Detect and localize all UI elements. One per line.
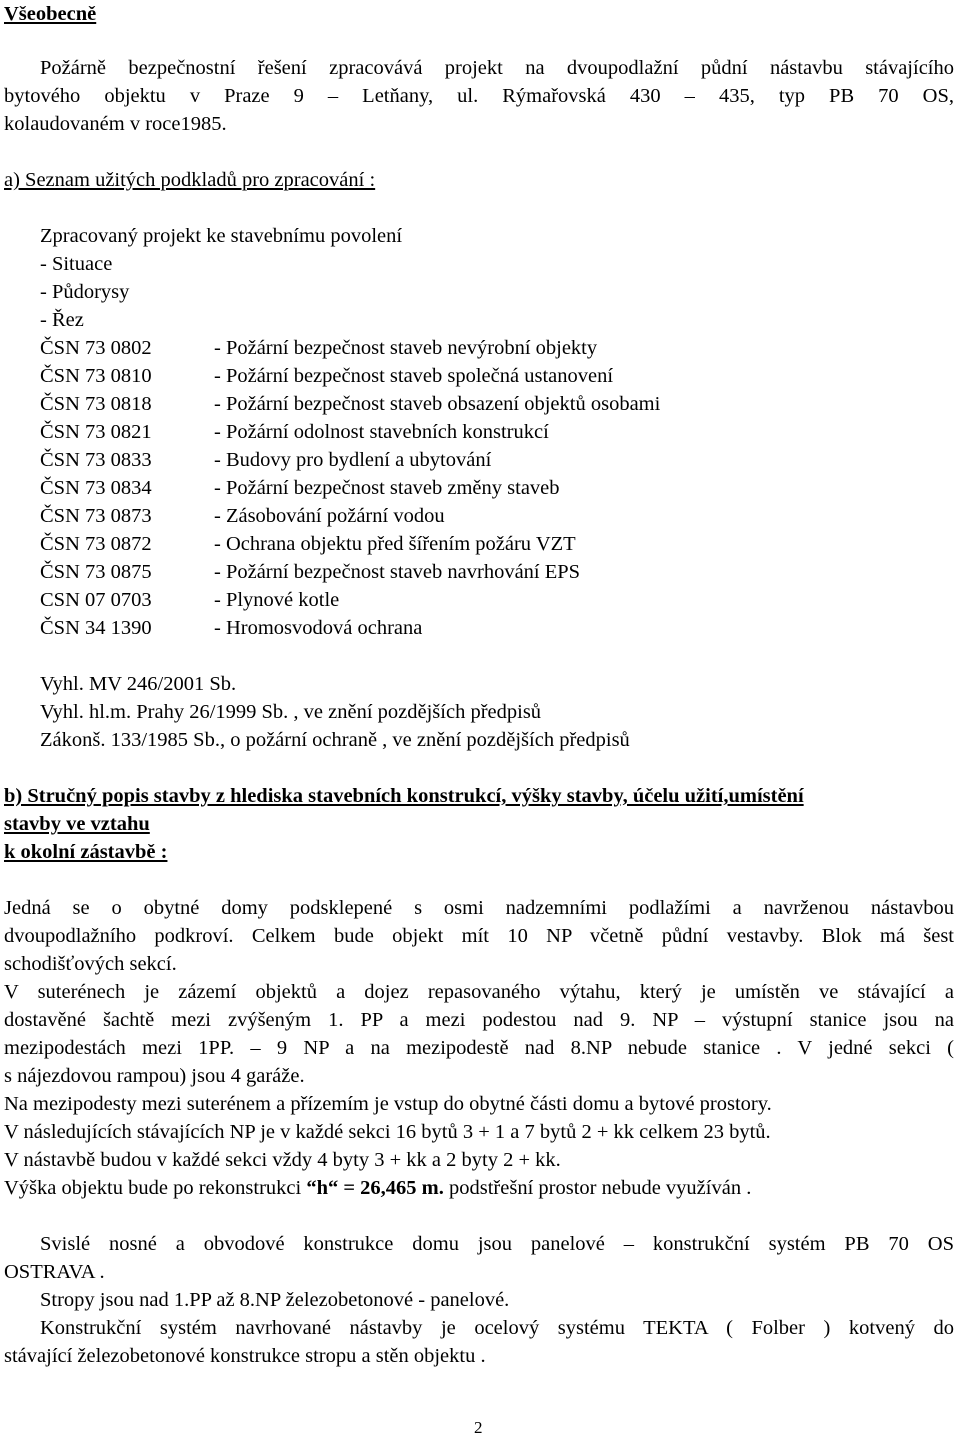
paragraph-line: Na mezipodesty mezi suterénem a přízemím je vstup do obytné části domu a bytové prostory.	[4, 1093, 772, 1115]
height-line	[4, 1174, 751, 1202]
project-title: Zpracovaný projekt ke stavebnímu povolení	[40, 225, 403, 247]
page-number: 2	[474, 1418, 483, 1437]
section-heading-general: Všeobecně	[4, 3, 97, 25]
paragraph-line: mezipodestách mezi 1PP. – 9 NP a na mezipodestě nad 8.NP nebude stanice . V jedné sekci (	[4, 1037, 954, 1059]
paragraph-line: Svislé nosné a obvodové konstrukce domu jsou panelové – konstrukční systém PB 70 OS	[40, 1233, 954, 1255]
standard-desc: - Hromosvodová ochrana	[214, 617, 423, 639]
doc-item: - Situace	[40, 253, 113, 275]
standard-desc: - Požární bezpečnost staveb obsazení objektů osobami	[214, 393, 661, 415]
standard-code: ČSN 34 1390	[40, 617, 152, 639]
paragraph-line: V následujících stávajících NP je v každé sekci 16 bytů 3 + 1 a 7 bytů 2 + kk celkem 23 bytů.	[4, 1121, 771, 1143]
height-line-suffix: podstřešní prostor nebude využíván .	[443, 1177, 752, 1199]
standard-code: ČSN 73 0833	[40, 449, 152, 471]
standard-code: ČSN 73 0875	[40, 561, 152, 583]
standard-desc: - Plynové kotle	[214, 589, 340, 611]
height-value: “h“ = 26,465 m.	[306, 1177, 444, 1199]
paragraph-line: dvoupodlažního podkroví. Celkem bude objekt mít 10 NP včetně půdní vestavby. Blok má šest	[4, 925, 954, 947]
intro-line-3: kolaudovaném v roce1985.	[4, 113, 227, 135]
paragraph-line: dostavěné šachtě mezi zvýšeným 1. PP a mezi podestou nad 9. NP – výstupní stanice jsou na	[4, 1009, 954, 1031]
standard-code: ČSN 73 0810	[40, 365, 152, 387]
section-b-heading-line-2: stavby ve vztahu	[4, 813, 150, 835]
regulation-item: Vyhl. hl.m. Prahy 26/1999 Sb. , ve znění pozdějších předpisů	[40, 701, 542, 723]
doc-item: - Řez	[40, 309, 84, 331]
intro-line-1: Požárně bezpečnostní řešení zpracovává projekt na dvoupodlažní půdní nástavbu stávajícího	[40, 57, 954, 79]
standard-desc: - Ochrana objektu před šířením požáru VZT	[214, 533, 576, 555]
paragraph-line: OSTRAVA .	[4, 1261, 105, 1283]
paragraph-line: V suterénech je zázemí objektů a dojez repasovaného výtahu, který je umístěn ve stávající a	[4, 981, 954, 1003]
standard-code: ČSN 73 0818	[40, 393, 152, 415]
paragraph-line: Konstrukční systém navrhované nástavby je ocelový systému TEKTA ( Folber ) kotvený do	[40, 1317, 954, 1339]
standard-code: CSN 07 0703	[40, 589, 152, 611]
doc-item: - Půdorysy	[40, 281, 130, 303]
paragraph-line: V nástavbě budou v každé sekci vždy 4 byty 3 + kk a 2 byty 2 + kk.	[4, 1149, 561, 1171]
paragraph-line: s nájezdovou rampou) jsou 4 garáže.	[4, 1065, 305, 1087]
section-a-heading: a) Seznam užitých podkladů pro zpracování :	[4, 169, 376, 191]
paragraph-line: schodišťových sekcí.	[4, 953, 177, 975]
section-b-heading-line-3: k okolní zástavbě :	[4, 841, 168, 863]
standard-desc: - Požární odolnost stavebních konstrukcí	[214, 421, 549, 443]
standard-desc: - Požární bezpečnost staveb změny staveb	[214, 477, 560, 499]
intro-line-2: bytového objektu v Praze 9 – Letňany, ul. Rýmařovská 430 – 435, typ PB 70 OS,	[4, 85, 954, 107]
height-line-prefix: Výška objektu bude po rekonstrukci	[4, 1177, 307, 1199]
standard-desc: - Požární bezpečnost staveb nevýrobní objekty	[214, 337, 598, 359]
standard-code: ČSN 73 0834	[40, 477, 152, 499]
section-b-heading-line-1: b) Stručný popis stavby z hlediska stavebních konstrukcí, výšky stavby, účelu užití,umístění	[4, 785, 804, 807]
standard-code: ČSN 73 0821	[40, 421, 152, 443]
paragraph-line: Stropy jsou nad 1.PP až 8.NP železobetonové - panelové.	[40, 1289, 510, 1311]
standard-code: ČSN 73 0873	[40, 505, 152, 527]
regulation-item: Vyhl. MV 246/2001 Sb.	[40, 673, 237, 695]
regulation-item: Zákonš. 133/1985 Sb., o požární ochraně , ve znění pozdějších předpisů	[40, 729, 630, 751]
standard-desc: - Zásobování požární vodou	[214, 505, 445, 527]
standard-desc: - Požární bezpečnost staveb navrhování EPS	[214, 561, 581, 583]
paragraph-line: Jedná se o obytné domy podsklepené s osmi nadzemními podlažími a navrženou nástavbou	[4, 897, 954, 919]
standard-code: ČSN 73 0802	[40, 337, 152, 359]
standard-code: ČSN 73 0872	[40, 533, 152, 555]
standard-desc: - Budovy pro bydlení a ubytování	[214, 449, 492, 471]
paragraph-line: stávající železobetonové konstrukce stropu a stěn objektu .	[4, 1345, 486, 1367]
standard-desc: - Požární bezpečnost staveb společná ustanovení	[214, 365, 614, 387]
